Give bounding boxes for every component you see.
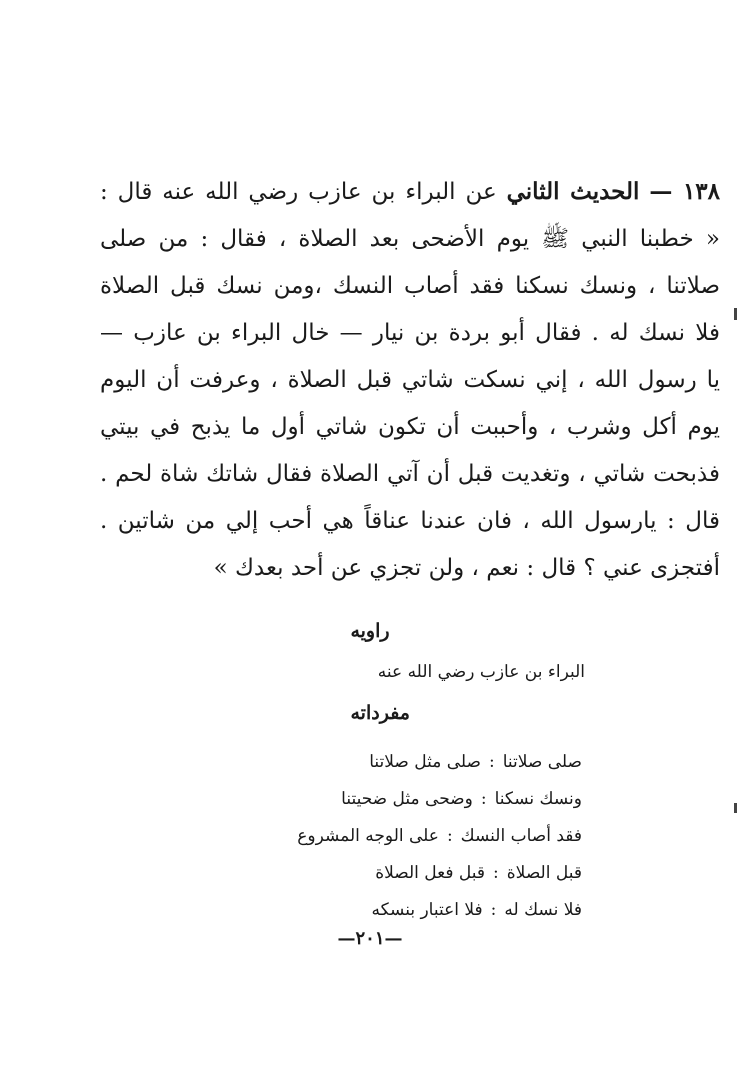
vocab-meaning: على الوجه المشروع [297,826,439,846]
vocab-separator: : [490,900,497,920]
hadith-line: فذبحت شاتي ، وتغديت قبل أن آتي الصلاة فقال شاتك شاة لحم . [100,461,720,487]
hadith-line: صلاتنا ، ونسك نسكنا فقد أصاب النسك ،ومن نسك قبل الصلاة [100,273,720,299]
vocab-separator: : [493,863,499,883]
vocab-term: قبل الصلاة [506,863,582,883]
vocab-separator: : [446,826,453,846]
hadith-line: عن البراء بن عازب رضي الله عنه قال : [100,179,497,205]
vocabulary-list [282,744,582,929]
vocab-term: ونسك نسكنا [494,789,582,809]
hadith-text [100,168,720,592]
vocab-meaning: صلى مثل صلاتنا [369,752,481,772]
hadith-line: أفتجزى عني ؟ قال : نعم ، ولن تجزي عن أحد بعدك » [213,555,720,581]
hadith-first-line [100,168,720,216]
page-number: —٢٠١— [337,928,403,949]
hadith-line: قال : يارسول الله ، فان عندنا عناقاً هي أحب إلي من شاتين . [100,508,720,534]
hadith-line: يوم أكل وشرب ، وأحببت أن تكون شاتي أول ما يذبح في بيتي [100,414,720,440]
vocabulary-item [282,781,582,818]
vocab-term: فلا نسك له [504,900,582,920]
vocabulary-item [282,892,582,929]
hadith-number: ١٣٨ — [649,178,721,205]
vocabulary-item [282,855,582,892]
vocab-separator: : [480,789,487,809]
vocab-term: فقد أصاب النسك [460,826,582,846]
vocab-meaning: وضحى مثل ضحيتنا [341,789,473,809]
vocabulary-item [282,744,582,781]
vocabulary-heading: مفرداته [350,702,410,724]
narrator-text: البراء بن عازب رضي الله عنه [377,662,585,682]
vocabulary-item [282,818,582,855]
scan-edge-mark [734,803,737,813]
vocab-meaning: قبل فعل الصلاة [375,863,486,883]
vocab-meaning: فلا اعتبار بنسكه [371,900,483,920]
narrator-heading: راويه [350,620,390,642]
vocab-separator: : [489,752,495,772]
scan-edge-mark [734,308,737,320]
hadith-line: فلا نسك له . فقال أبو بردة بن نيار — خال البراء بن عازب — [100,320,720,346]
hadith-line: يا رسول الله ، إني نسكت شاتي قبل الصلاة ، وعرفت أن اليوم [100,367,720,393]
vocab-term: صلى صلاتنا [502,752,582,772]
hadith-line: « خطبنا النبي ﷺ يوم الأضحى بعد الصلاة ، فقال : من صلى [100,226,720,252]
hadith-title: الحديث الثاني [506,178,640,205]
